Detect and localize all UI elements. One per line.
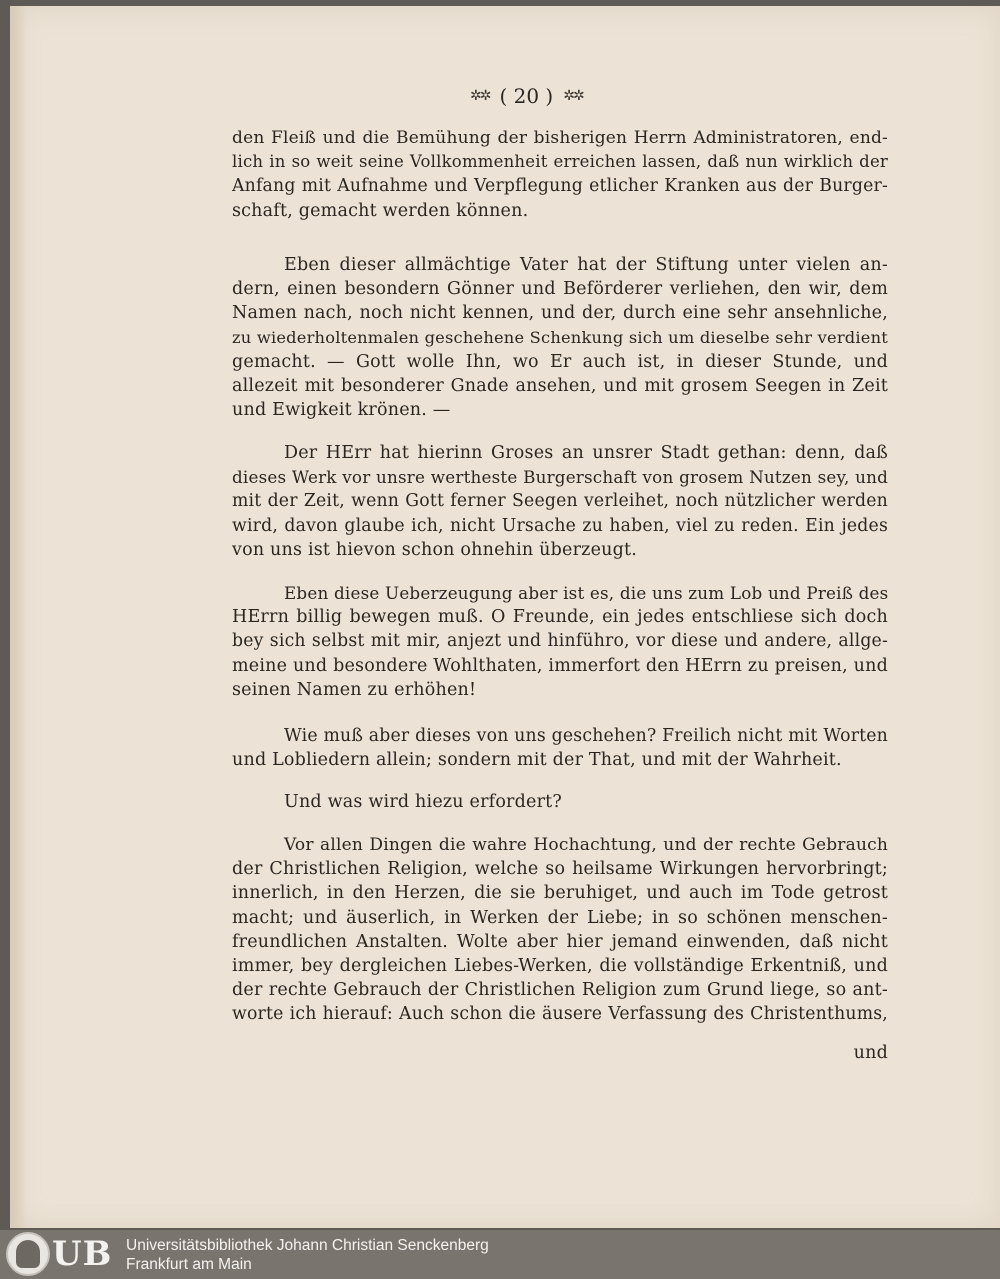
page-header bbox=[470, 82, 670, 110]
text-line: Wie muß aber dieses von uns geschehen? Freilich nicht mit Worten bbox=[284, 726, 888, 746]
text-line: Namen nach, noch nicht kennen, und der, durch eine sehr ansehnliche, bbox=[232, 303, 888, 324]
logo-text: UB bbox=[52, 1234, 113, 1274]
text-line: und Lobliedern allein; sondern mit der That, und mit der Wahrheit. bbox=[232, 750, 842, 771]
paragraph-7 bbox=[232, 833, 888, 1027]
library-name-line2: Frankfurt am Main bbox=[126, 1256, 252, 1273]
library-name bbox=[126, 1236, 489, 1274]
text-line: der Christlichen Religion, welche so heilsame Wirkungen hervorbringt; bbox=[232, 859, 888, 880]
paragraph-3 bbox=[232, 441, 888, 562]
text-line: gemacht. — Gott wolle Ihn, wo Er auch ist, in dieser Stunde, und bbox=[232, 351, 888, 372]
text-line: den Fleiß und die Bemühung der bisherigen Herrn Administratoren, end- bbox=[232, 128, 888, 148]
text-line: mit der Zeit, wenn Gott ferner Seegen verleihet, noch nützlicher werden bbox=[232, 491, 888, 512]
text-line: dern, einen besondern Gönner und Beförderer verliehen, den wir, dem bbox=[232, 279, 888, 300]
ornament-left-icon: ✲✲ bbox=[470, 88, 490, 104]
seal-icon bbox=[6, 1232, 50, 1276]
text-line: Eben dieser allmächtige Vater hat der Stiftung unter vielen an- bbox=[284, 255, 888, 275]
text-line: lich in so weit seine Vollkommenheit erreichen lassen, daß nun wirklich der bbox=[232, 152, 888, 172]
text-line: schaft, gemacht werden können. bbox=[232, 200, 529, 221]
text-line: seinen Namen zu erhöhen! bbox=[232, 679, 477, 700]
ornament-right-icon: ✲✲ bbox=[563, 88, 583, 104]
library-name-line1: Universitätsbibliothek Johann Christian Senckenberg bbox=[126, 1237, 489, 1254]
text-line: Der HErr hat hierinn Groses an unsrer Stadt gethan: denn, daß bbox=[284, 443, 888, 463]
text-line: allezeit mit besonderer Gnade ansehen, und mit grosem Seegen in Zeit bbox=[232, 376, 888, 397]
library-logo bbox=[6, 1234, 116, 1274]
text-line: Eben diese Ueberzeugung aber ist es, die uns zum Lob und Preiß des bbox=[284, 583, 888, 603]
text-line: Vor allen Dingen die wahre Hochachtung, und der rechte Gebrauch bbox=[284, 835, 888, 855]
library-footer bbox=[0, 1230, 1000, 1279]
text-line: macht; und äuserlich, in Werken der Liebe; in so schönen menschen- bbox=[232, 907, 888, 928]
text-line: wird, davon glaube ich, nicht Ursache zu haben, viel zu reden. Ein jedes bbox=[232, 515, 888, 536]
text-line: bey sich selbst mit mir, anjezt und hinführo, vor diese und andere, allge- bbox=[232, 631, 888, 652]
page-number: ( 20 ) bbox=[499, 84, 554, 108]
paragraph-4 bbox=[232, 581, 888, 702]
catchword bbox=[232, 1041, 888, 1065]
text-line: meine und besondere Wohlthaten, immerfort den HErrn zu preisen, und bbox=[232, 655, 888, 676]
page-gutter-edge bbox=[13, 6, 27, 1228]
paragraph-6 bbox=[232, 790, 888, 814]
text-line: innerlich, in den Herzen, die sie beruhiget, und auch im Tode getrost bbox=[232, 883, 888, 904]
text-line: Anfang mit Aufnahme und Verpflegung etlicher Kranken aus der Burger- bbox=[232, 176, 888, 197]
text-line: Und was wird hiezu erfordert? bbox=[284, 792, 562, 812]
text-line: dieses Werk vor unsre wertheste Burgerschaft von grosem Nutzen sey, und bbox=[232, 467, 888, 488]
text-line: worte ich hierauf: Auch schon die äusere Verfassung des Christenthums, bbox=[232, 1004, 888, 1025]
text-line: freundlichen Anstalten. Wolte aber hier jemand einwenden, daß nicht bbox=[232, 931, 888, 952]
text-line: HErrn billig bewegen muß. O Freunde, ein jedes entschliese sich doch bbox=[232, 607, 888, 628]
catchword-text: und bbox=[853, 1043, 888, 1063]
text-line: immer, bey dergleichen Liebes-Werken, die vollständige Erkentniß, und bbox=[232, 956, 888, 977]
text-line: der rechte Gebrauch der Christlichen Religion zum Grund liege, so ant- bbox=[232, 980, 888, 1001]
text-line: und Ewigkeit krönen. — bbox=[232, 400, 451, 421]
paragraph-2 bbox=[232, 253, 888, 422]
text-line: von uns ist hievon schon ohnehin überzeugt. bbox=[232, 539, 637, 560]
paragraph-1 bbox=[232, 126, 888, 223]
text-line: zu wiederholtenmalen geschehene Schenkung sich um dieselbe sehr verdient bbox=[232, 327, 888, 347]
paragraph-5 bbox=[232, 724, 888, 772]
